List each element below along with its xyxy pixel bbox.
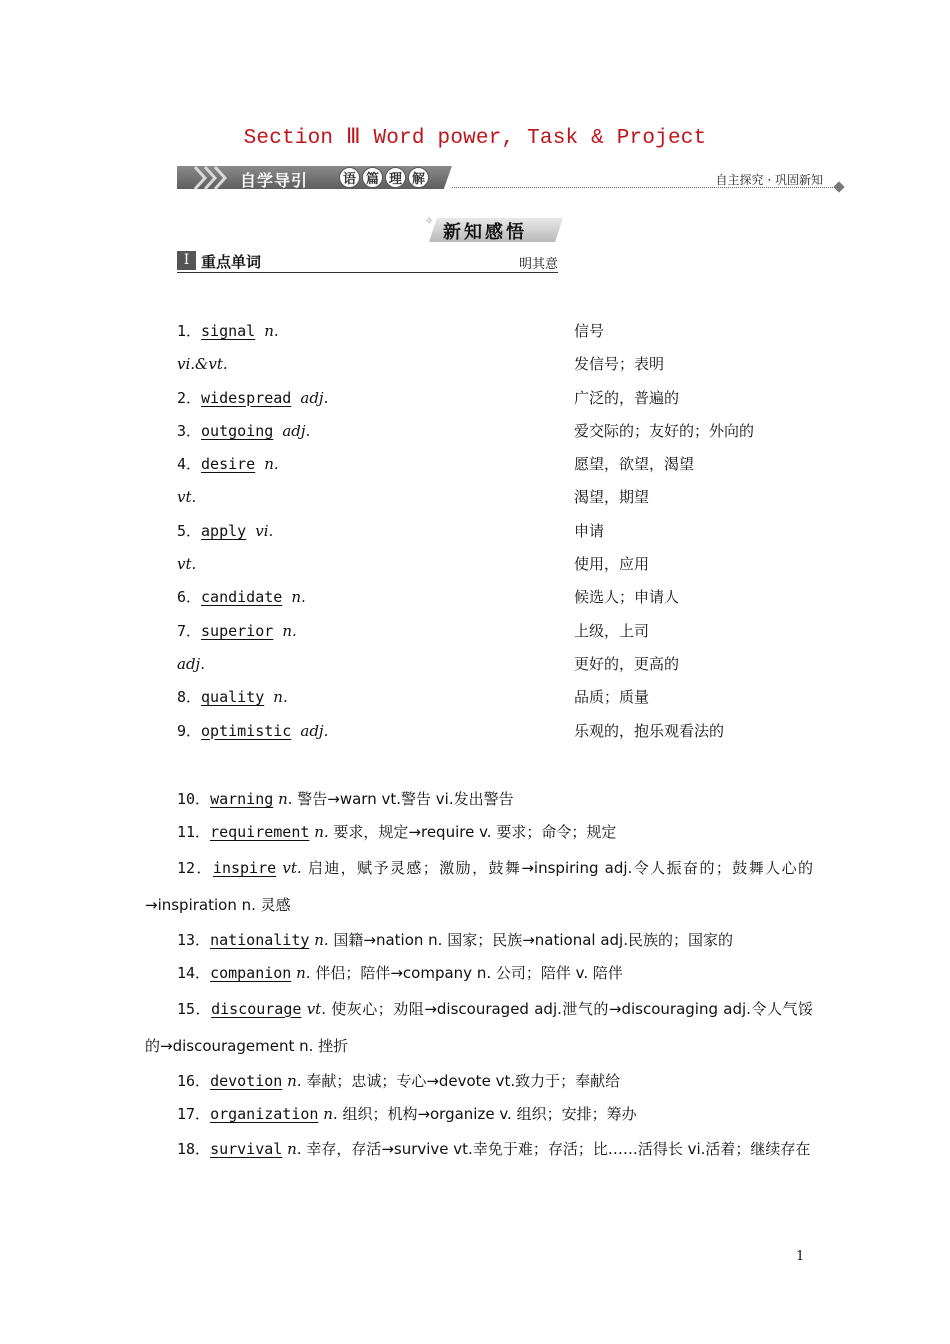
derived-detail: 使灰心；劝阻→discouraged adj.泄气的→discouraging adj.令人气馁的→discouragement n. 挫折 <box>145 999 813 1055</box>
derived-word: organization <box>210 1105 319 1124</box>
derived-number: 14． <box>177 964 211 983</box>
derived-detail: 启迪，赋予灵感；激励，鼓舞→inspiring adj.令人振奋的；鼓舞人心的→inspiration n. 灵感 <box>145 858 813 914</box>
part-of-speech: n. <box>273 688 288 707</box>
derived-number: 15． <box>177 999 212 1018</box>
derived-word: requirement <box>210 823 310 842</box>
vocab-row <box>177 685 817 718</box>
derived-entry <box>145 957 813 990</box>
banner-badge: 理 <box>385 167 406 188</box>
derived-word: devotion <box>210 1071 283 1090</box>
vocab-number: 3． <box>177 421 202 440</box>
vocab-row <box>177 652 817 685</box>
vocab-meaning: 候选人；申请人 <box>574 588 680 607</box>
vocab-meaning: 品质；质量 <box>574 688 650 707</box>
derived-entry <box>145 1131 813 1168</box>
part-of-speech: n. <box>296 964 311 983</box>
vocab-term <box>177 319 279 343</box>
part-of-speech: n. <box>323 1105 338 1124</box>
vocab-word: outgoing <box>201 421 274 440</box>
banner-badges <box>339 167 429 188</box>
derived-number: 10． <box>177 790 211 808</box>
vocab-number: 6． <box>177 588 202 607</box>
vocab-word: desire <box>201 455 256 474</box>
vocab-word: quality <box>201 688 265 707</box>
derived-entry <box>145 991 813 1065</box>
banner-badge: 语 <box>339 167 360 188</box>
section-heading <box>177 251 558 273</box>
derived-detail: 组织；机构→organize v. 组织；安排；筹办 <box>342 1105 637 1124</box>
vocab-term <box>177 552 196 576</box>
vocab-word: signal <box>201 322 256 340</box>
derived-entry <box>145 816 813 849</box>
part-of-speech: adj. <box>300 388 329 407</box>
vocab-number: 2． <box>177 388 202 407</box>
part-of-speech: n. <box>287 1071 302 1090</box>
derived-entry <box>145 924 813 957</box>
derived-word: survival <box>210 1140 283 1159</box>
banner-right-text: 自主探究 · 巩固新知 <box>715 173 823 187</box>
part-of-speech: n. <box>282 621 297 640</box>
derived-number: 13． <box>177 930 211 949</box>
section-hint: 明其意 <box>518 257 558 272</box>
vocab-meaning: 申请 <box>574 521 605 540</box>
vocab-row <box>177 552 817 585</box>
derived-number: 12． <box>177 858 213 877</box>
section-numeral: Ⅰ <box>177 251 196 270</box>
banner-title: 自学导引 <box>240 171 309 190</box>
vocab-meaning: 发信号；表明 <box>574 355 665 374</box>
vocab-word: widespread <box>201 388 292 407</box>
vocab-row <box>177 519 817 552</box>
part-of-speech: n. <box>291 588 306 607</box>
derived-entry <box>145 783 813 816</box>
derived-detail: 奉献；忠诚；专心→devote vt.致力于；奉献给 <box>306 1071 621 1090</box>
page-title: Section Ⅲ Word power, Task & Project <box>243 127 707 150</box>
derived-number: 11． <box>177 823 211 842</box>
part-of-speech: vt. <box>177 488 197 507</box>
vocab-term <box>177 386 328 410</box>
vocab-term <box>177 485 196 509</box>
vocab-term <box>177 419 310 443</box>
derived-detail: 伴侣；陪伴→company n. 公司；陪伴 v. 陪伴 <box>315 964 623 983</box>
derived-word: nationality <box>210 930 310 949</box>
vocab-term <box>177 585 306 609</box>
part-of-speech: n. <box>264 322 279 340</box>
derived-number: 16． <box>177 1071 211 1090</box>
vocab-row <box>177 585 817 618</box>
part-of-speech: vi. <box>255 521 274 540</box>
vocab-word: optimistic <box>201 721 292 740</box>
vocab-number: 9． <box>177 721 202 740</box>
vocab-row <box>177 319 817 352</box>
part-of-speech: vi.&vt. <box>177 355 228 374</box>
derived-entry <box>145 1098 813 1131</box>
sub-banner <box>425 216 560 244</box>
derived-word: warning <box>210 790 274 808</box>
vocab-word: superior <box>201 621 274 640</box>
section-label: 重点单词 <box>201 253 262 271</box>
part-of-speech: vt. <box>306 999 326 1018</box>
part-of-speech: n. <box>287 1140 302 1159</box>
part-of-speech: adj. <box>177 654 205 673</box>
vocab-row <box>177 452 817 485</box>
vocab-term <box>177 685 288 709</box>
part-of-speech: vt. <box>282 858 302 877</box>
vocab-term <box>177 452 279 476</box>
banner-badge: 解 <box>408 167 429 188</box>
page-number: 1 <box>796 1249 805 1264</box>
part-of-speech: n. <box>314 823 329 842</box>
decorative-sparkle-icon: ✧ <box>425 216 434 227</box>
vocab-row <box>177 352 817 385</box>
part-of-speech: n. <box>264 455 279 474</box>
part-of-speech: adj. <box>300 721 329 740</box>
derived-number: 17． <box>177 1105 211 1124</box>
vocab-row <box>177 619 817 652</box>
part-of-speech: vt. <box>177 555 197 574</box>
vocab-meaning: 上级，上司 <box>574 621 650 640</box>
section-banner <box>177 164 845 192</box>
vocab-row <box>177 419 817 452</box>
vocab-term <box>177 619 297 643</box>
vocab-number: 8． <box>177 688 202 707</box>
derived-entry <box>145 1065 813 1098</box>
derived-word: inspire <box>212 858 277 877</box>
vocab-meaning: 愿望，欲望，渴望 <box>574 455 695 474</box>
vocab-number: 1． <box>177 322 202 340</box>
part-of-speech: n. <box>314 930 329 949</box>
vocab-meaning: 使用，应用 <box>574 555 650 574</box>
derived-number: 18． <box>177 1140 211 1159</box>
vocab-word: apply <box>201 521 247 540</box>
vocab-row <box>177 719 817 752</box>
vocab-meaning: 广泛的，普遍的 <box>574 388 680 407</box>
vocab-term <box>177 519 273 543</box>
derived-detail: 要求，规定→require v. 要求；命令；规定 <box>333 823 617 842</box>
vocab-meaning: 信号 <box>574 322 605 340</box>
derived-word: companion <box>210 964 292 983</box>
vocab-meaning: 更好的，更高的 <box>574 654 680 673</box>
vocab-list <box>177 319 817 752</box>
derived-word: discourage <box>211 999 302 1018</box>
vocab-term <box>177 719 328 743</box>
vocab-meaning: 渴望，期望 <box>574 488 650 507</box>
part-of-speech: n. <box>278 790 293 808</box>
derived-detail: 警告→warn vt.警告 vi.发出警告 <box>297 790 514 808</box>
derived-detail: 幸存，存活→survive vt.幸免于难；存活；比……活得长 vi.活着；继续存在 <box>306 1140 811 1159</box>
vocab-meaning: 爱交际的；友好的；外向的 <box>574 421 755 440</box>
sub-banner-title: 新知感悟 <box>443 222 527 243</box>
vocab-word: candidate <box>201 588 283 607</box>
derived-entry <box>145 850 813 924</box>
vocab-term <box>177 352 228 376</box>
derived-word-list <box>145 783 813 1168</box>
banner-badge: 篇 <box>362 167 383 188</box>
vocab-term <box>177 652 205 676</box>
part-of-speech: adj. <box>282 421 311 440</box>
vocab-number: 5． <box>177 521 202 540</box>
vocab-meaning: 乐观的，抱乐观看法的 <box>574 721 725 740</box>
vocab-number: 4． <box>177 455 202 474</box>
vocab-row <box>177 386 817 419</box>
derived-detail: 国籍→nation n. 国家；民族→national adj.民族的；国家的 <box>333 930 733 949</box>
vocab-number: 7． <box>177 621 202 640</box>
chevron-arrows-icon <box>191 164 231 192</box>
diamond-icon <box>833 181 844 192</box>
vocab-row <box>177 485 817 518</box>
